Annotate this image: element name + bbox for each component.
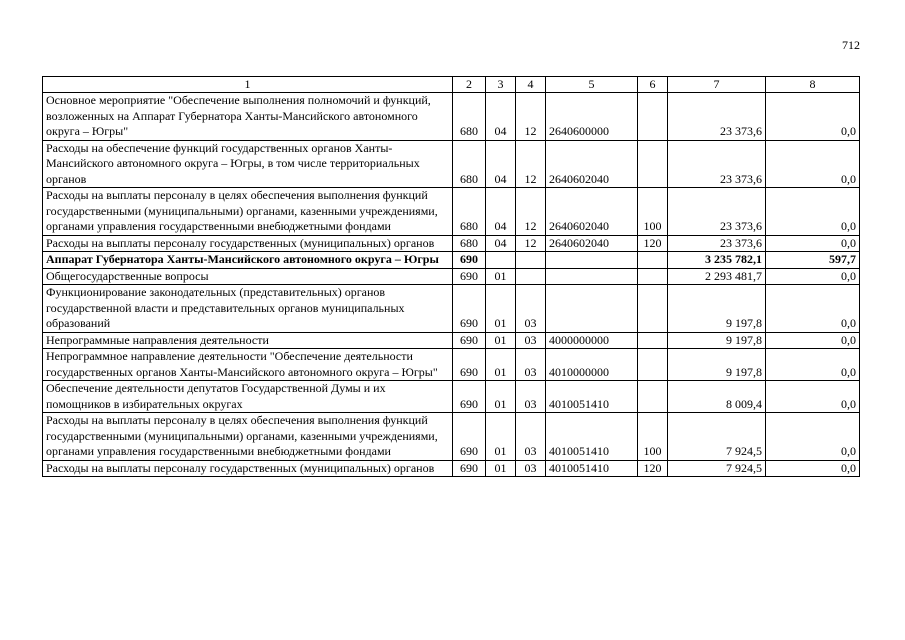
subsection-cell: 03 [516,381,546,413]
amount-cell: 9 197,8 [668,285,766,333]
amount-cell: 7 924,5 [668,460,766,477]
section-cell: 04 [486,93,516,141]
header-cell: 6 [638,77,668,93]
item-name-cell: Расходы на обеспечение функций государственных органов Ханты-Мансийского автономного округа – Югры, в том числе территориальных органов [43,140,453,188]
admin-code-cell: 680 [453,235,486,252]
section-cell [486,252,516,269]
table-row [43,268,860,285]
section-cell: 04 [486,140,516,188]
table-row [43,460,860,477]
amount-cell: 0,0 [766,140,860,188]
section-cell: 04 [486,235,516,252]
target-article-cell: 2640602040 [546,235,638,252]
amount-cell: 0,0 [766,381,860,413]
subsection-cell [516,268,546,285]
table-row [43,332,860,349]
amount-cell: 23 373,6 [668,140,766,188]
amount-cell: 0,0 [766,413,860,461]
section-cell: 04 [486,188,516,236]
section-cell: 01 [486,285,516,333]
admin-code-cell: 690 [453,252,486,269]
amount-cell: 0,0 [766,188,860,236]
admin-code-cell: 680 [453,93,486,141]
subsection-cell [516,252,546,269]
header-cell: 4 [516,77,546,93]
target-article-cell: 2640602040 [546,188,638,236]
header-cell: 3 [486,77,516,93]
admin-code-cell: 690 [453,381,486,413]
subsection-cell: 03 [516,332,546,349]
table-row [43,413,860,461]
expense-type-cell [638,285,668,333]
section-cell: 01 [486,332,516,349]
table-row [43,93,860,141]
header-cell: 1 [43,77,453,93]
admin-code-cell: 690 [453,268,486,285]
amount-cell: 0,0 [766,235,860,252]
target-article-cell [546,268,638,285]
section-cell: 01 [486,268,516,285]
amount-cell: 597,7 [766,252,860,269]
expense-type-cell: 100 [638,413,668,461]
header-row [43,77,860,93]
item-name-cell: Расходы на выплаты персоналу государственных (муниципальных) органов [43,460,453,477]
amount-cell: 3 235 782,1 [668,252,766,269]
admin-code-cell: 690 [453,332,486,349]
page-number: 712 [842,38,860,52]
admin-code-cell: 690 [453,349,486,381]
header-cell: 2 [453,77,486,93]
section-cell: 01 [486,381,516,413]
item-name-cell: Расходы на выплаты персоналу государственных (муниципальных) органов [43,235,453,252]
amount-cell: 0,0 [766,268,860,285]
header-cell: 5 [546,77,638,93]
item-name-cell: Функционирование законодательных (представительных) органов государственной власти и представительных органов муниципальных образований [43,285,453,333]
expense-type-cell [638,332,668,349]
subsection-cell: 12 [516,235,546,252]
amount-cell: 0,0 [766,349,860,381]
expense-type-cell [638,381,668,413]
section-cell: 01 [486,413,516,461]
subsection-cell: 03 [516,460,546,477]
subsection-cell: 03 [516,285,546,333]
table-row [43,188,860,236]
expense-type-cell [638,93,668,141]
target-article-cell [546,285,638,333]
target-article-cell: 2640602040 [546,140,638,188]
item-name-cell: Непрограммное направление деятельности "Обеспечение деятельности государственных органов Ханты-Мансийского автономного округа – Югры" [43,349,453,381]
item-name-cell: Аппарат Губернатора Ханты-Мансийского автономного округа – Югры [43,252,453,269]
amount-cell: 0,0 [766,93,860,141]
subsection-cell: 12 [516,93,546,141]
section-cell: 01 [486,460,516,477]
amount-cell: 2 293 481,7 [668,268,766,285]
expense-type-cell [638,268,668,285]
target-article-cell [546,252,638,269]
table-row [43,140,860,188]
admin-code-cell: 690 [453,460,486,477]
expense-type-cell [638,140,668,188]
admin-code-cell: 680 [453,140,486,188]
item-name-cell: Расходы на выплаты персоналу в целях обеспечения выполнения функций государственными (муниципальными) органами, казенными учреждениями, органами управления государственными внебюджетными фондами [43,188,453,236]
target-article-cell: 4000000000 [546,332,638,349]
amount-cell: 0,0 [766,460,860,477]
header-cell: 8 [766,77,860,93]
target-article-cell: 4010051410 [546,413,638,461]
amount-cell: 23 373,6 [668,188,766,236]
subsection-cell: 12 [516,188,546,236]
subsection-cell: 03 [516,349,546,381]
item-name-cell: Непрограммные направления деятельности [43,332,453,349]
item-name-cell: Расходы на выплаты персоналу в целях обеспечения выполнения функций государственными (муниципальными) органами, казенными учреждениями, органами управления государственными внебюджетными фондами [43,413,453,461]
expense-type-cell [638,349,668,381]
table-row [43,381,860,413]
target-article-cell: 4010000000 [546,349,638,381]
section-cell: 01 [486,349,516,381]
item-name-cell: Общегосударственные вопросы [43,268,453,285]
amount-cell: 0,0 [766,285,860,333]
amount-cell: 8 009,4 [668,381,766,413]
expense-type-cell: 120 [638,460,668,477]
amount-cell: 9 197,8 [668,332,766,349]
budget-table [42,76,860,477]
table-row [43,235,860,252]
table-row [43,285,860,333]
item-name-cell: Основное мероприятие "Обеспечение выполнения полномочий и функций, возложенных на Аппарат Губернатора Ханты-Мансийского автономного округа – Югры" [43,93,453,141]
header-cell: 7 [668,77,766,93]
table-row [43,349,860,381]
target-article-cell: 4010051410 [546,460,638,477]
amount-cell: 9 197,8 [668,349,766,381]
item-name-cell: Обеспечение деятельности депутатов Государственной Думы и их помощников в избирательных округах [43,381,453,413]
admin-code-cell: 690 [453,285,486,333]
target-article-cell: 2640600000 [546,93,638,141]
amount-cell: 23 373,6 [668,235,766,252]
amount-cell: 23 373,6 [668,93,766,141]
amount-cell: 7 924,5 [668,413,766,461]
expense-type-cell [638,252,668,269]
subsection-cell: 12 [516,140,546,188]
expense-type-cell: 120 [638,235,668,252]
admin-code-cell: 690 [453,413,486,461]
target-article-cell: 4010051410 [546,381,638,413]
subsection-cell: 03 [516,413,546,461]
table-row [43,252,860,269]
admin-code-cell: 680 [453,188,486,236]
amount-cell: 0,0 [766,332,860,349]
expense-type-cell: 100 [638,188,668,236]
